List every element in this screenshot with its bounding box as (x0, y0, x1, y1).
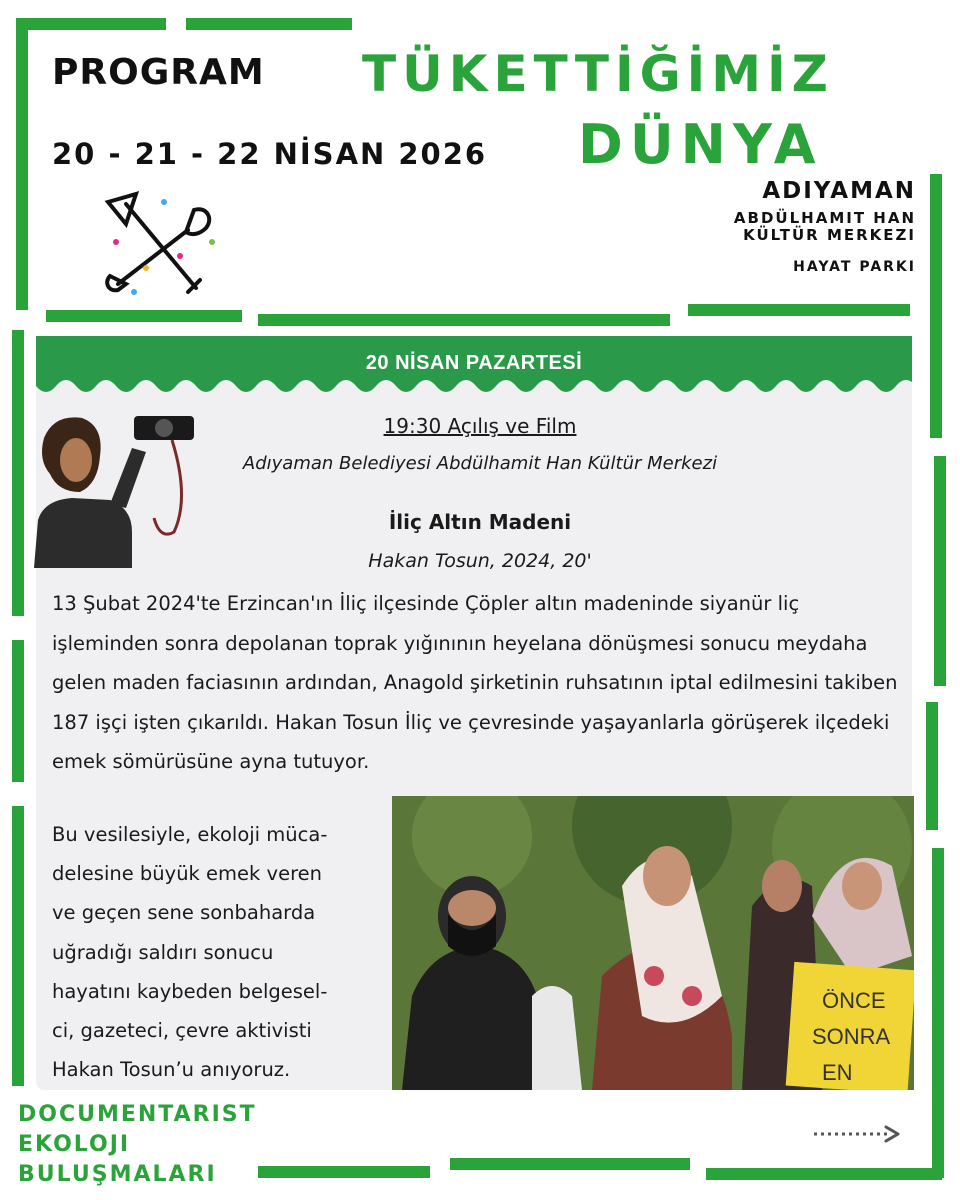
frame-bar (932, 848, 944, 1178)
film-still-photo (392, 796, 914, 1090)
frame-bar (16, 18, 166, 30)
venue-secondary: HAYAT PARKI (793, 259, 916, 275)
memorial-text (52, 815, 392, 1089)
film-credit: Hakan Tosun, 2024, 20' (368, 550, 592, 572)
memorial-line: delesine büyük emek veren (52, 862, 323, 886)
frame-bar (450, 1158, 690, 1170)
memorial-line: Bu vesilesiyle, ekoloji müca- (52, 823, 328, 846)
memorial-line: hayatını kaybeden belgesel- (52, 979, 328, 1003)
pickaxe-shovel-crossed-icon (96, 184, 220, 300)
memorial-line: ve geçen sene sonbaharda (52, 901, 316, 925)
event-dates: 20 - 21 - 22 NİSAN 2026 (52, 137, 488, 171)
frame-bar (258, 314, 670, 326)
memorial-line: uğradığı saldırı sonucu (52, 940, 274, 964)
frame-bar (934, 456, 946, 686)
day-banner-label: 20 NİSAN PAZARTESİ (365, 352, 583, 374)
frame-bar (46, 310, 242, 322)
frame-bar (706, 1168, 942, 1180)
event-time: 19:30 Açılış ve Film (383, 414, 577, 438)
event-venue: Adıyaman Belediyesi Abdülhamit Han Kültür Merkezi (242, 453, 718, 474)
festival-title-line2: DÜNYA (578, 113, 823, 176)
photographer-with-camera-icon (14, 408, 200, 570)
frame-bar (12, 640, 24, 782)
frame-bar (186, 18, 352, 30)
film-description: 13 Şubat 2024'te Erzincan'ın İliç ilçesinde Çöpler altın madeninde siyanür liç işleminden sonra depolanan toprak yığınının heyelana dönüşmesi sonucu meydaha gelen maden faciasının ardından, Anagold şirketinin ruhsatının iptal edilmesini takiben 187 işçi işten çıkarıldı. Hakan Tosun İliç ve çevresinde yaşayanlarla görüşerek ilçedeki emek sömürüsüne ayna tutuyor. (52, 592, 898, 773)
frame-bar (12, 806, 24, 1086)
frame-bar (930, 174, 942, 438)
venue-primary: ABDÜLHAMIT HAN KÜLTÜR MERKEZI (733, 209, 916, 244)
program-heading: PROGRAM (52, 52, 265, 93)
city-name: ADIYAMAN (762, 178, 916, 204)
footer-brand: DOCUMENTARIST EKOLOJI BULUŞMALARI (18, 1102, 257, 1187)
photo-sign-line1: ÖNCE (822, 988, 886, 1013)
memorial-line: Hakan Tosun’u anıyoruz. (52, 1058, 291, 1082)
frame-bar (926, 702, 938, 830)
festival-title-line1: TÜKETTİĞİMİZ (362, 45, 834, 103)
film-title: İliç Altın Madeni (388, 510, 572, 534)
frame-bar (258, 1166, 430, 1178)
frame-bar (16, 18, 28, 310)
frame-bar (688, 304, 910, 316)
memorial-line: ci, gazeteci, çevre aktivisti (52, 1019, 312, 1043)
photo-sign-line2: SONRA (812, 1024, 891, 1049)
dotted-arrow-right-icon[interactable] (812, 1122, 904, 1150)
photo-sign-line3: EN (822, 1060, 853, 1085)
